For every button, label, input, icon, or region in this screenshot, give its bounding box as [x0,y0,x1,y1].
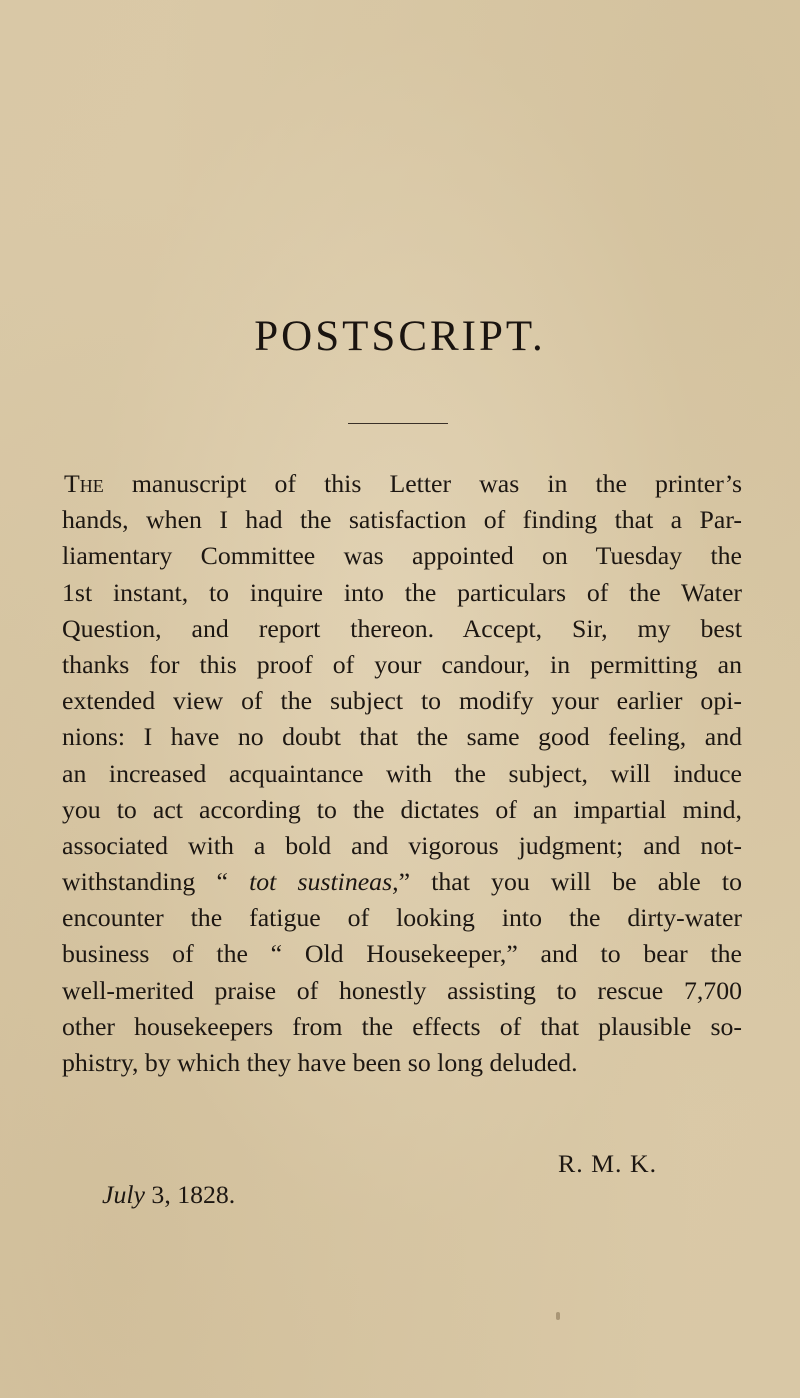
body-line-9: an increased acquaintance with the subject, will induce [62,758,742,788]
opening-word: The [64,469,104,498]
body-line-1: The manuscript of this Letter was in the printer’s [64,469,742,498]
date-line [102,1180,235,1210]
body-line-6: thanks for this proof of your candour, in permitting an [62,649,742,679]
date-month: July [102,1180,145,1209]
body-line-17: phistry, by which they have been so long deluded. [62,1048,578,1077]
body-line-2: hands, when I had the satisfaction of finding that a Par- [62,505,742,535]
body-line-3: liamentary Committee was appointed on Tuesday the [62,541,742,571]
postscript-body [62,466,742,1081]
body-line-14: business of the “ Old Housekeeper,” and to bear the [62,939,742,969]
body-line-5: Question, and report thereon. Accept, Sir, my best [62,613,742,643]
body-line-10: you to act according to the dictates of an impartial mind, [62,794,742,824]
body-line-8: nions: I have no doubt that the same good feeling, and [62,722,742,752]
body-line-13: encounter the fatigue of looking into the dirty-water [62,903,742,933]
body-line-12: withstanding “ tot sustineas,” that you will be able to [62,867,742,897]
title-rule [348,423,448,424]
signature: R. M. K. [558,1149,658,1178]
body-line-4: 1st instant, to inquire into the particulars of the Water [62,577,742,607]
date-rest: 3, 1828. [144,1180,236,1209]
paper-speck [556,1312,560,1320]
body-line-11: associated with a bold and vigorous judgment; and not- [62,830,742,860]
body-line-15: well-merited praise of honestly assisting to rescue 7,700 [62,975,742,1005]
latin-quote: tot sustineas, [249,867,399,897]
body-line-16: other housekeepers from the effects of that plausible so- [62,1011,742,1041]
body-line-7: extended view of the subject to modify your earlier opi- [62,686,742,716]
page-title: POSTSCRIPT. [254,313,546,360]
